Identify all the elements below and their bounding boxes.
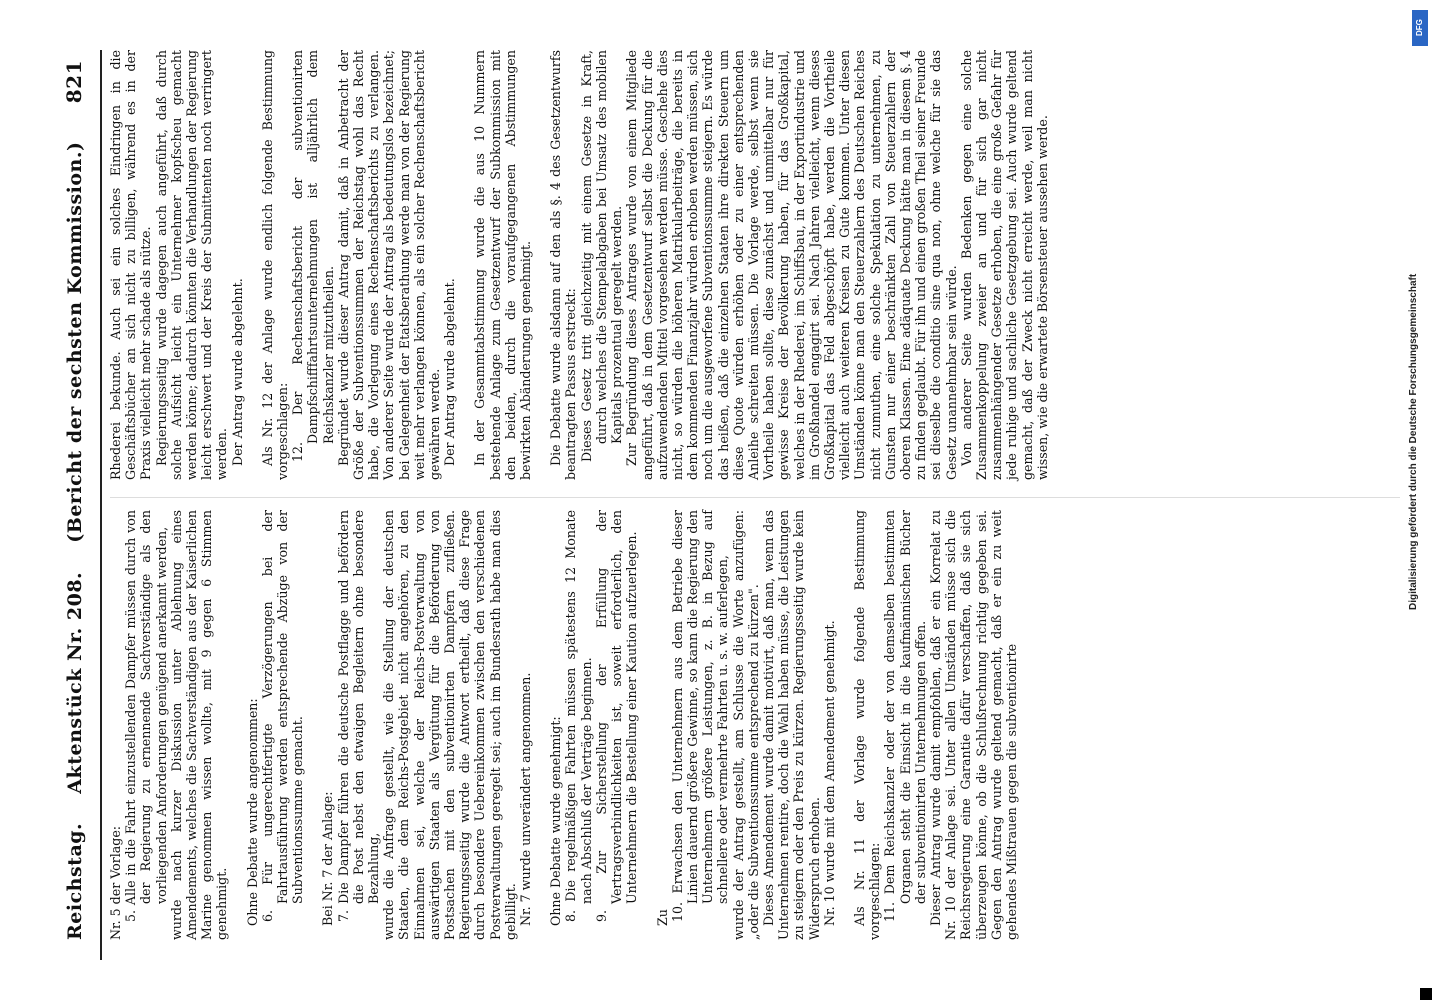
- page-header: [58, 40, 98, 970]
- paragraph: wurde die Anfrage gestellt, wie die Stellung der deutschen Staaten, die dem Reichs-Postgebiet nicht angehören, zu den Einnahmen sei, welche der Reichs-Postverwaltung von auswärtigen Staaten als Vergütung für die Beförderung von Postsachen mit den subventionirten Dampfern zufließen. Regierungsseitig wurde die Antwort ertheilt, daß diese Frage durch besondere Uebereinkommen zwischen den verschiedenen Postverwaltungen geregelt sei; auch im Bundesrath habe man dies gebilligt.: [381, 510, 518, 940]
- paragraph: Begründet wurde dieser Antrag damit, daß in Anbetracht der Größe der Subventionssummen der Reichstag wohl das Recht habe, die Vorlegung eines Rechenschaftsberichts zu verlangen. Von anderer Seite wurde der Antrag als bedeutungslos bezeichnet; bei Gelegenheit der Etatsberathung werde man von der Regierung weit mehr verlangen können, als ein solcher Rechenschaftsbericht gewähren werde.: [335, 50, 443, 480]
- paragraph: 8. Die regelmäßigen Fahrten müssen spätestens 12 Monate nach Abschluß der Verträge beginnen.: [563, 510, 594, 922]
- header-aktenstueck: Aktenstück Nr. 208.: [64, 571, 86, 794]
- paragraph: Zu: [654, 909, 670, 926]
- header-rule: [100, 50, 102, 960]
- header-bericht-title: (Bericht der sechsten Kommission.): [64, 141, 86, 543]
- paragraph: 7. Die Dampfer führen die deutsche Postflagge und befördern die Post nebst den etwaigen Begleitern ohne besondere Bezahlung,: [335, 510, 382, 922]
- paragraph: Dieses Gesetz tritt gleichzeitig mit einem Gesetze in Kraft, durch welches die Stempelabgaben bei Umsatz des mobilen Kapitals prozentual geregelt werden.: [578, 50, 625, 462]
- left-text-column: [108, 510, 1019, 940]
- paragraph: Der Antrag wurde abgelehnt.: [442, 278, 458, 466]
- paragraph: Ohne Debatte wurde genehmigt:: [548, 716, 564, 926]
- paragraph: Nr. 5 der Vorlage:: [108, 825, 123, 940]
- scan-corner-mark: [1420, 988, 1432, 1000]
- digitization-credit: Digitalisierung gefördert durch die Deutsche Forschungsgemeinschaft: [1408, 273, 1419, 610]
- paragraph: In der Gesammtabstimmung wurde die aus 10 Nummern bestehende Anlage zum Gesetzentwurf der Subkommission mit den beiden, durch die voraufgegangenen Abstimmungen bewirkten Abänderungen genehmigt.: [472, 50, 534, 480]
- paragraph: 12. Der Rechenschaftsbericht der subventionirten Dampfschifffahrtsunternehmungen ist alljährlich dem Reichskanzler mitzutheilen.: [290, 50, 336, 462]
- column-divider: [110, 497, 1400, 498]
- paragraph: 10. Erwachsen den Unternehmern aus dem Betriebe dieser Linien dauernd größere Gewinne, so kann die Regierung den Unternehmern größere Leistungen, z. B. in Bezug auf schnellere oder vermehrte Fahrten u. s. w. auferlegen,: [669, 510, 731, 922]
- paragraph: 6. Für ungerechtfertigte Verzögerungen bei der Fahrtausführung werden entsprechende Abzüge von der Subventionssumme gemacht.: [259, 510, 306, 922]
- paragraph: wurde nach kurzer Diskussion unter Ablehnung eines Amendements, welches die Sachverständigen aus der Kaiserlichen Marine genommen wissen wollte, mit 9 gegen 6 Stimmen genehmigt.: [168, 510, 230, 940]
- paragraph: Als Nr. 12 der Anlage wurde endlich folgende Bestimmung vorgeschlagen:: [259, 50, 291, 480]
- paragraph: Ohne Debatte wurde angenommen:: [244, 698, 260, 926]
- paragraph: 5. Alle in die Fahrt einzustellenden Dampfer müssen durch von der Regierung zu ernennende Sachverständige als den vorliegenden Anforderungen genügend anerkannt werden,: [123, 510, 169, 922]
- paragraph: Regierungsseitig wurde dagegen auch angeführt, daß durch solche Aufsicht leicht ein Unternehmer kopfscheu gemacht werden könne; dadurch könnten die Verhandlungen der Regierung leicht erschwert und der Kreis der Submittenten noch verringert werden.: [153, 50, 230, 480]
- paragraph: Rhederei bekunde. Auch sei ein solches Eindringen in die Geschäftsbücher an sich nicht zu billigen, während es in der Praxis vielleicht mehr schade als nütze.: [108, 50, 154, 480]
- paragraph: Die Debatte wurde alsdann auf den als §. 4 des Gesetzentwurfs beantragten Passus erstreckt:: [548, 50, 579, 480]
- paragraph: Dieses Amendement wurde damit motivirt, daß man, wenn das Unternehmen rentire, doch die Wahl haben müsse, die Leistungen zu steigern oder den Preis zu kürzen. Regierungsseitig wurde kein Widerspruch erhoben.: [760, 510, 822, 940]
- paragraph: Nr. 7 wurde unverändert angenommen.: [518, 672, 534, 926]
- paragraph: Von anderer Seite wurden Bedenken gegen eine solche Zusammenkoppelung zweier an und für sich gar nicht zusammenhängender Gesetze erhoben, die eine große Gefahr für jede ruhige und sachliche Gesetzgebung sei. Auch wurde geltend gemacht, daß der Zweck nicht erreicht werde, weil man nicht wissen, wie die erwartete Börsensteuer aussehen werde.: [958, 50, 1050, 480]
- paragraph: Der Antrag wurde abgelehnt.: [229, 278, 245, 466]
- right-text-column: [108, 50, 1050, 480]
- paragraph: Zur Begründung dieses Antrages wurde von einem Mitgliede angeführt, daß in dem Gesetzentwurf selbst die Deckung für die aufzuwendenden Mittel vorgesehen werden müsse. Geschehe dies nicht, so würden die höheren Matrikularbeiträge, die bereits in dem kommenden Finanzjahr würden erhoben werden müssen, sich noch um die ausgeworfene Subventionssumme steigern. Es würde das heißen, daß die einzelnen Staaten ihre direkten Steuern um diese Quote würden erhöhen oder zu einer entsprechenden Anleihe schreiten müssen. Die Vorlage werde, selbst wenn sie Vortheile haben sollte, diese zunächst und unmittelbar nur für gewisse Kreise der Bevölkerung haben, für das Großkapital, welches in der Rhederei, im Schiffsbau, in der Exportindustrie und im Großhandel engagirt sei. Nach Jahren vielleicht, wenn dieses Großkapital das Feld abgeschöpft habe, werden die Vortheile vielleicht auch weiteren Kreisen zu Gute kommen. Unter diesen Umständen könne man den Steuerzahlern des Deutschen Reiches nicht zumuthen, eine solche Spekulation zu unternehmen, zu Gunsten nur einer beschränkten Zahl von Steuerzahlern der oberen Klassen. Eine adäquate Deckung hätte man in diesem §. 4 zu finden geglaubt. Für ihn und einen großen Theil seiner Freunde sei dieselbe die conditio sine qua non, ohne welche für sie das Gesetz unannehmbar sein würde.: [624, 50, 959, 480]
- paragraph: Bei Nr. 7 der Anlage:: [320, 791, 336, 926]
- paragraph: wurde der Antrag gestellt, am Schlusse die Worte anzufügen: „oder die Subventionssumme entsprechend zu kürzen".: [730, 510, 761, 940]
- header-reichstag: Reichstag.: [64, 822, 86, 940]
- paragraph: Als Nr. 11 der Vorlage wurde folgende Bestimmung vorgeschlagen:: [851, 510, 883, 940]
- header-left: [64, 120, 86, 940]
- dfg-logo-badge: DFG: [1412, 10, 1428, 46]
- paragraph: Dieser Antrag wurde damit empfohlen, daß er ein Korrelat zu Nr. 10 der Anlage sei. Unter allen Umständen müsse sich die Reichsregierung eine Garantie dafür verschaffen, daß sie sich überzeugen könne, ob die Schlußrechnung richtig gegeben sei. Gegen den Antrag wurde geltend gemacht, daß er ein zu weit gehendes Mißtrauen gegen die subventionirte: [927, 510, 1019, 940]
- paragraph: 11. Dem Reichskanzler oder der von demselben bestimmten Organen steht die Einsicht in die kaufmännischen Bücher der subventionirten Unternehmungen offen.: [882, 510, 928, 922]
- paragraph: Nr. 10 wurde mit dem Amendement genehmigt.: [821, 620, 837, 926]
- paragraph: 9. Zur Sicherstellung der Erfüllung der Vertragsverbindlichkeiten ist, soweit erforderlich, den Unternehmern die Bestellung einer Kaution aufzuerlegen.: [593, 510, 640, 922]
- page-number: 821: [62, 60, 86, 104]
